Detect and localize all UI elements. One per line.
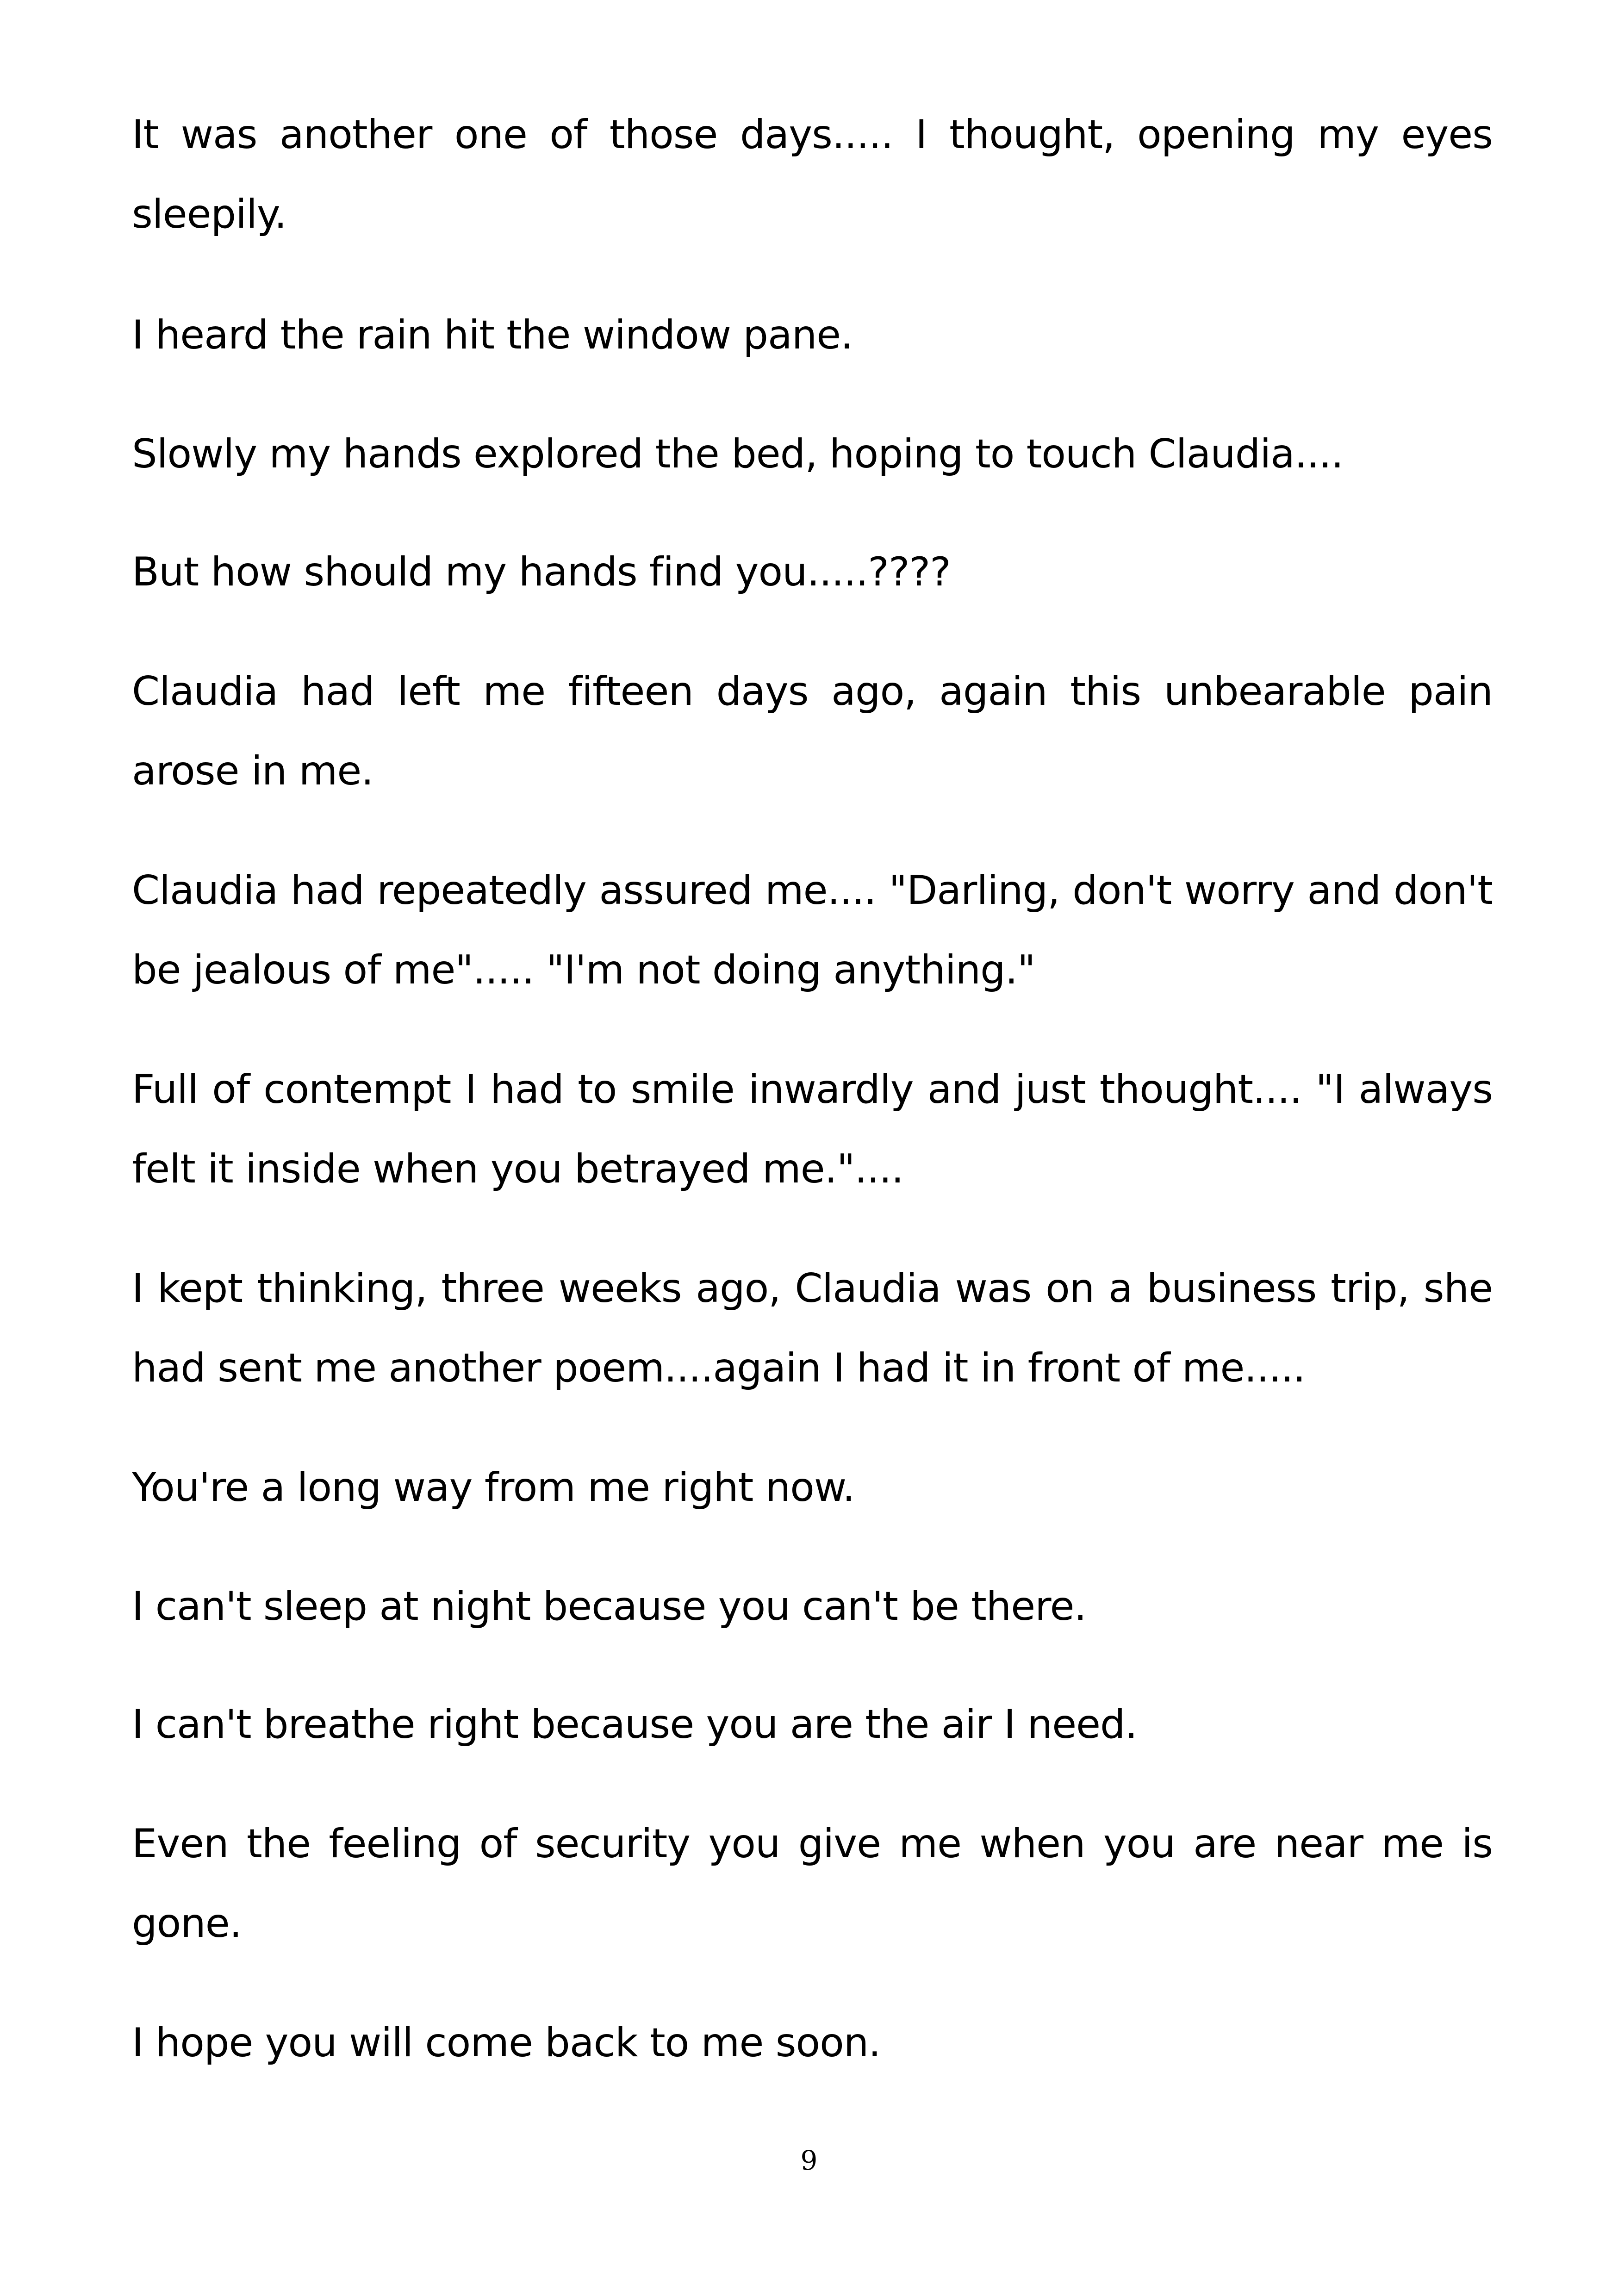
paragraph: You're a long way from me right now. <box>132 1464 855 1511</box>
paragraph: Full of contempt I had to smile inwardly and just thought.... "I always felt it inside when you betrayed me.".... <box>132 1066 1493 1192</box>
paragraph: Claudia had left me fifteen days ago, again this unbearable pain arose in me. <box>132 668 1493 794</box>
paragraph: I can't sleep at night because you can't be there. <box>132 1583 1086 1630</box>
paragraph: Even the feeling of security you give me when you are near me is gone. <box>132 1821 1493 1947</box>
paragraph: But how should my hands find you.....???? <box>132 549 951 595</box>
paragraph: Slowly my hands explored the bed, hoping to touch Claudia.... <box>132 431 1344 477</box>
paragraph: Claudia had repeatedly assured me.... "Darling, don't worry and don't be jealous of me"..... "I'm not doing anything." <box>132 867 1493 993</box>
paragraph: I can't breathe right because you are the air I need. <box>132 1701 1137 1748</box>
paragraph: I heard the rain hit the window pane. <box>132 312 853 358</box>
paragraph: I kept thinking, three weeks ago, Claudia was on a business trip, she had sent me another poem....again I had it in front of me..... <box>132 1265 1493 1391</box>
paragraph: I hope you will come back to me soon. <box>132 2020 881 2066</box>
page-number: 9 <box>800 2145 818 2176</box>
paragraph: It was another one of those days..... I thought, opening my eyes sleepily. <box>132 112 1493 237</box>
